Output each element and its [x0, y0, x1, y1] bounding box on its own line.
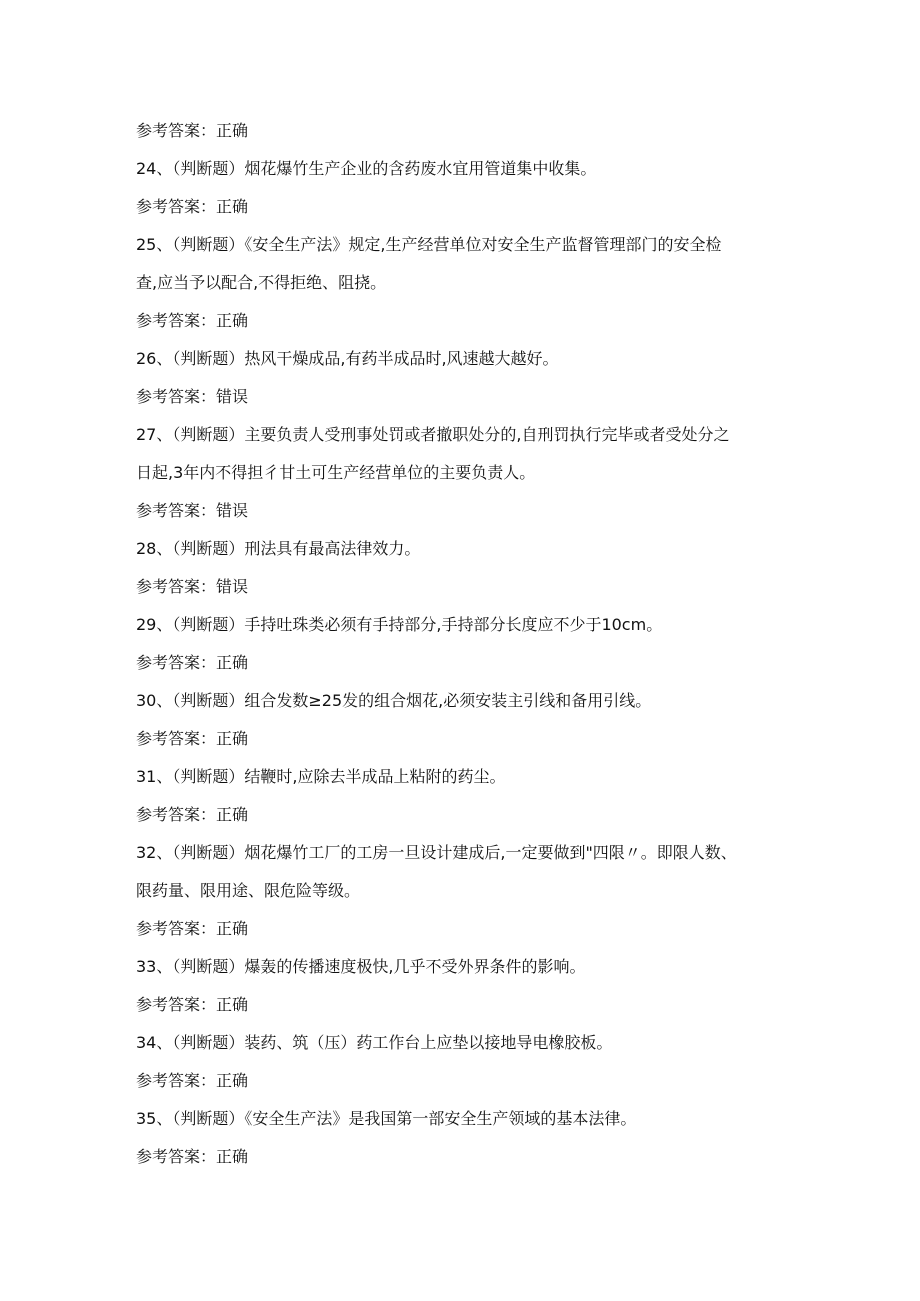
question-text: 24、（判断题）烟花爆竹生产企业的含药废水宜用管道集中收集。 [136, 159, 597, 178]
question-item [136, 416, 786, 530]
question-item [136, 1100, 786, 1176]
question-text: 35、（判断题）《安全生产法》是我国第一部安全生产领域的基本法律。 [136, 1109, 637, 1128]
answer-line: 参考答案：正确 [136, 805, 249, 824]
answer-line: 参考答案：正确 [136, 919, 249, 938]
answer-line: 参考答案：错误 [136, 501, 249, 520]
document-content [136, 112, 786, 1176]
question-text: 25、（判断题）《安全生产法》规定,生产经营单位对安全生产监督管理部门的安全检 [136, 235, 722, 254]
answer-line: 参考答案：正确 [136, 1071, 249, 1090]
question-list [136, 150, 786, 1176]
answer-line: 参考答案：正确 [136, 729, 249, 748]
question-item [136, 150, 786, 226]
question-text: 30、（判断题）组合发数≥25发的组合烟花,必须安装主引线和备用引线。 [136, 691, 652, 710]
question-item [136, 530, 786, 606]
question-item [136, 1024, 786, 1100]
question-text: 29、（判断题）手持吐珠类必须有手持部分,手持部分长度应不少于10cm。 [136, 615, 663, 634]
answer-line: 参考答案：正确 [136, 995, 249, 1014]
question-text: 32、（判断题）烟花爆竹工厂的工房一旦设计建成后,一定要做到"四限〃。即限人数、 [136, 843, 737, 862]
question-text: 27、（判断题）主要负责人受刑事处罚或者撤职处分的,自刑罚执行完毕或者受处分之 [136, 425, 730, 444]
answer-line: 参考答案：错误 [136, 577, 249, 596]
question-item [136, 226, 786, 340]
question-item [136, 606, 786, 682]
question-text: 限药量、限用途、限危险等级。 [136, 881, 361, 900]
question-text: 日起,3年内不得担彳甘土可生产经营单位的主要负责人。 [136, 463, 536, 482]
question-item [136, 682, 786, 758]
answer-line: 参考答案：正确 [136, 311, 249, 330]
question-item [136, 340, 786, 416]
question-item [136, 758, 786, 834]
question-text: 31、（判断题）结鞭时,应除去半成品上粘附的药尘。 [136, 767, 506, 786]
answer-line: 参考答案：正确 [136, 197, 249, 216]
question-item [136, 948, 786, 1024]
answer-line: 参考答案：正确 [136, 1147, 249, 1166]
answer-line: 参考答案：正确 [136, 653, 249, 672]
question-text: 33、（判断题）爆轰的传播速度极快,几乎不受外界条件的影响。 [136, 957, 586, 976]
question-text: 查,应当予以配合,不得拒绝、阻挠。 [136, 273, 387, 292]
answer-line: 参考答案：错误 [136, 387, 249, 406]
question-text: 26、（判断题）热风干燥成品,有药半成品时,风速越大越好。 [136, 349, 559, 368]
question-item [136, 834, 786, 948]
answer-line: 参考答案：正确 [136, 121, 249, 140]
question-text: 28、（判断题）刑法具有最高法律效力。 [136, 539, 421, 558]
question-text: 34、（判断题）装药、筑（压）药工作台上应垫以接地导电橡胶板。 [136, 1033, 613, 1052]
